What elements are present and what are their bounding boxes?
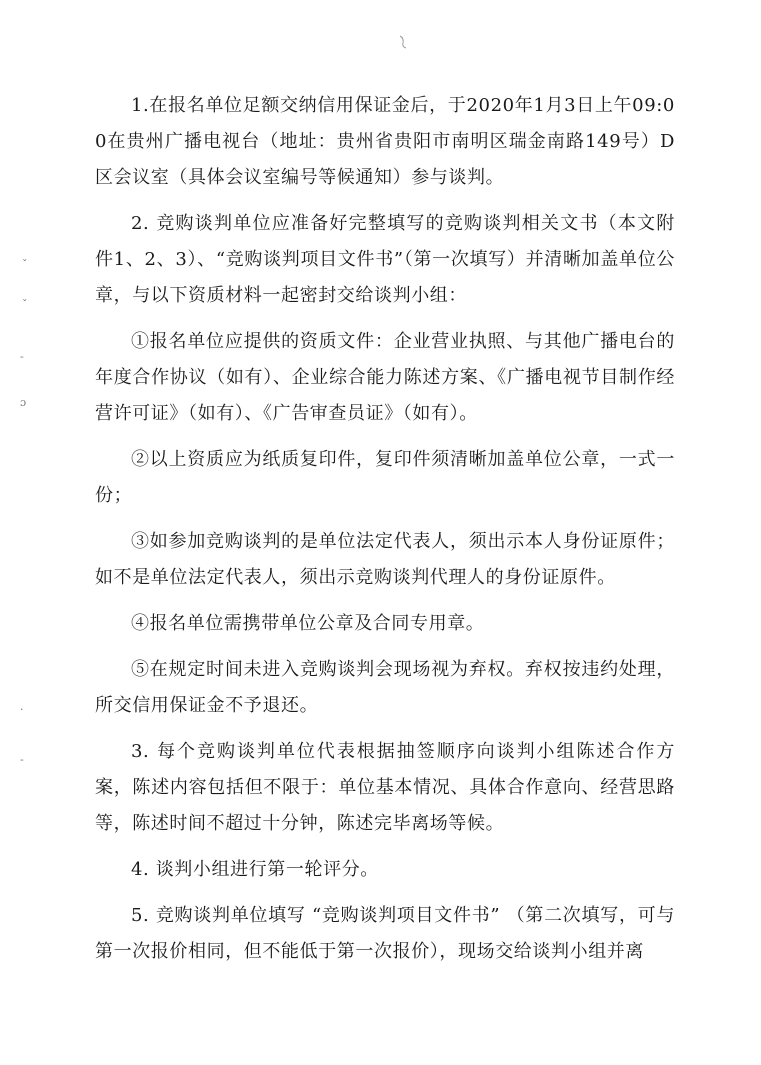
- paragraph-qualification-2: ②以上资质应为纸质复印件，复印件须清晰加盖单位公章，一式一份；: [95, 449, 675, 506]
- paragraph-qualification-5: ⑤在规定时间未进入竞购谈判会现场视为弃权。弃权按违约处理，所交信用保证金不予退还。: [95, 659, 675, 716]
- paragraph-2: 2. 竞购谈判单位应准备好完整填写的竞购谈判相关文书（本文附件1、2、3）、“竞购谈判项目文件书”（第一次填写）并清晰加盖单位公章，与以下资质材料一起密封交给谈判小组：: [95, 213, 675, 306]
- paragraph-5: 5. 竞购谈判单位填写 “竞购谈判项目文件书” （第二次填写，可与第一次报价相同，但不能低于第一次报价），现场交给谈判小组并离: [95, 905, 675, 962]
- margin-mark: -: [20, 350, 24, 363]
- paragraph-qualification-4: ④报名单位需携带单位公章及合同专用章。: [131, 613, 485, 634]
- margin-mark: -: [20, 753, 24, 766]
- scan-artifact-mark: [398, 34, 408, 50]
- paragraph-qualification-1: ①报名单位应提供的资质文件：企业营业执照、与其他广播电台的年度合作协议（如有）、企业综合能力陈述方案、《广播电视节目制作经营许可证》（如有）、《广告审查员证》（如有）。: [95, 331, 675, 424]
- paragraph-qualification-3: ③如参加竞购谈判的是单位法定代表人，须出示本人身份证原件；如不是单位法定代表人，须出示竞购谈判代理人的身份证原件。: [95, 531, 675, 588]
- paragraph-4: 4. 谈判小组进行第一轮评分。: [131, 859, 379, 880]
- margin-mark: ·: [20, 703, 24, 716]
- margin-mark: ɔ: [20, 396, 27, 409]
- paragraph-1: 1.在报名单位足额交纳信用保证金后，于2020年1月3日上午09:00在贵州广播电视台（地址：贵州省贵阳市南明区瑞金南路149号）D区会议室（具体会议室编号等候通知）参与谈判。: [95, 95, 675, 188]
- margin-mark: ˇ: [22, 258, 28, 271]
- paragraph-3: 3. 每个竞购谈判单位代表根据抽签顺序向谈判小组陈述合作方案，陈述内容包括但不限于：单位基本情况、具体合作意向、经营思路等，陈述时间不超过十分钟，陈述完毕离场等候。: [95, 741, 675, 834]
- margin-mark: ˇ: [22, 298, 28, 311]
- document-body: [95, 88, 675, 980]
